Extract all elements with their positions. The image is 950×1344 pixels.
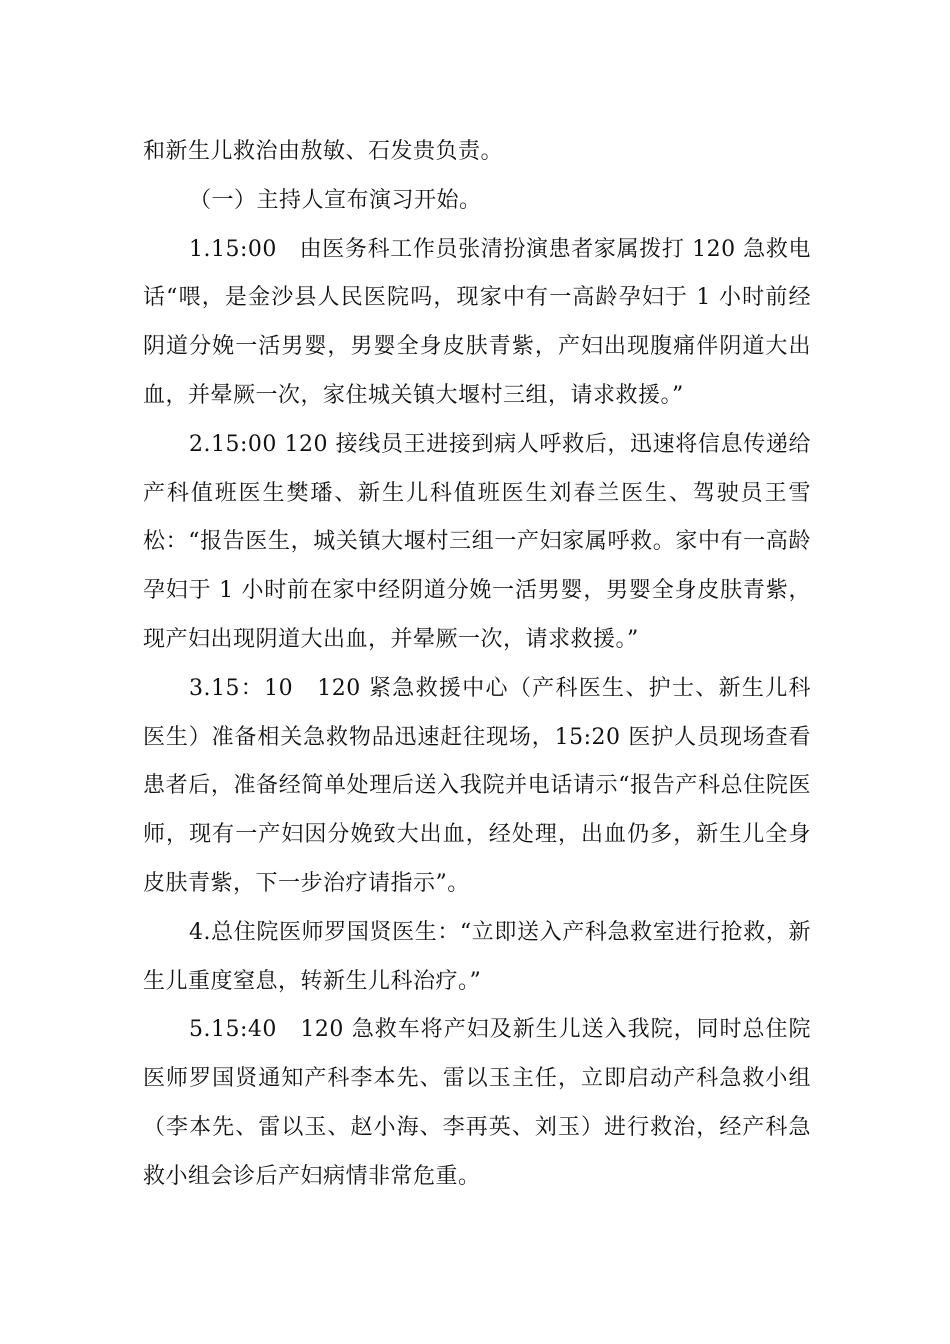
paragraph-step-2: 2.15:00 120 接线员王进接到病人呼救后，迅速将信息传递给产科值班医生樊璠、新生儿科值班医生刘春兰医生、驾驶员王雪松：“报告医生，城关镇大堰村三组一产妇家属呼救。家中有一高龄孕妇于 1 小时前在家中经阴道分娩一活男婴，男婴全身皮肤青紫，现产妇出现阴道大出血，并晕厥一次，请求救援。” <box>143 431 811 652</box>
paragraph-step-4: 4.总住院医师罗国贤医生：“立即送入产科急救室进行抢救，新生儿重度窒息，转新生儿科治疗。” <box>143 919 811 994</box>
paragraph-section-heading: （一）主持人宣布演习开始。 <box>189 187 482 213</box>
paragraph-step-1: 1.15:00 由医务科工作员张清扮演患者家属拨打 120 急救电话“喂，是金沙县人民医院吗，现家中有一高龄孕妇于 1 小时前经阴道分娩一活男婴，男婴全身皮肤青紫，产妇出现腹痛伴阴道大出血，并晕厥一次，家住城关镇大堰村三组，请求救援。” <box>143 236 811 408</box>
paragraph-continuation: 和新生儿救治由敖敏、石发贵负责。 <box>143 139 504 164</box>
document-body <box>143 128 811 1202</box>
paragraph-step-5: 5.15:40 120 急救车将产妇及新生儿送入我院，同时总住院医师罗国贤通知产科李本先、雷以玉主任，立即启动产科急救小组（李本先、雷以玉、赵小海、李再英、刘玉）进行救治，经产科急救小组会诊后产妇病情非常危重。 <box>143 1017 811 1189</box>
paragraph-step-3: 3.15：10 120 紧急救援中心（产科医生、护士、新生儿科医生）准备相关急救物品迅速赶往现场，15:20 医护人员现场查看患者后，准备经简单处理后送入我院并电话请示“报告产科总住院医师，现有一产妇因分娩致大出血，经处理，出血仍多，新生儿全身皮肤青紫，下一步治疗请指示”。 <box>143 675 811 896</box>
